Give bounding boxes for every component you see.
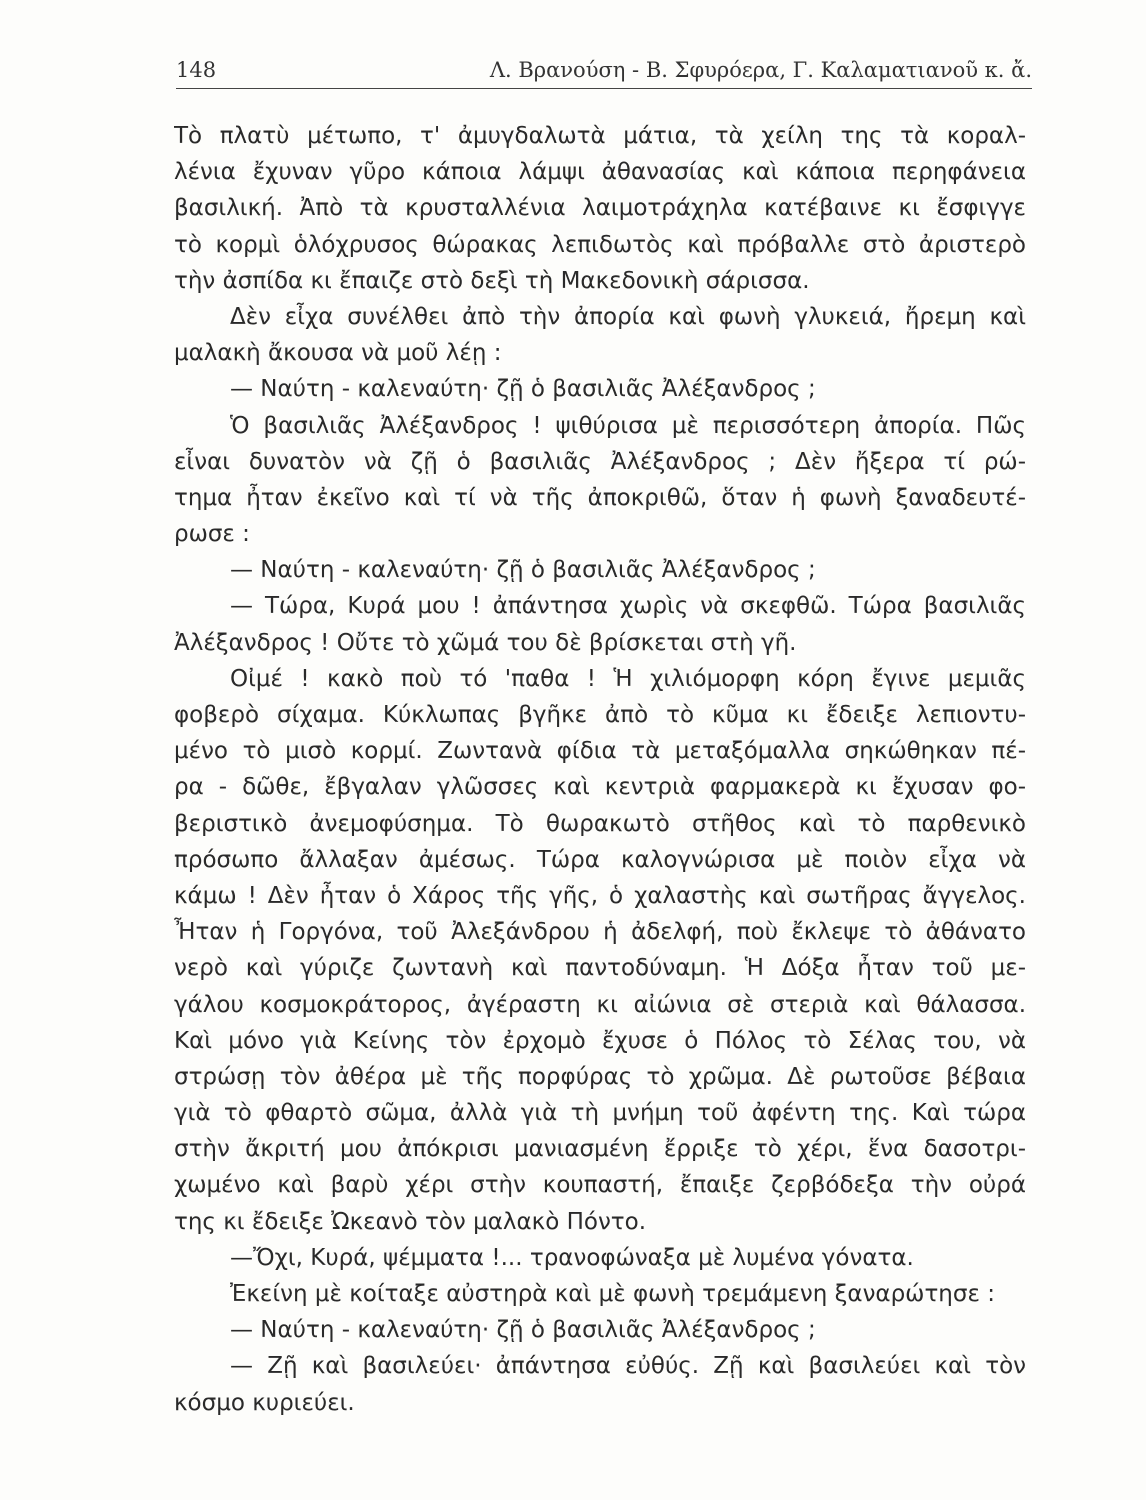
text-line: μένο τὸ μισὸ κορμί. Ζωντανὰ φίδια τὰ μεταξόμαλλα σηκώθηκαν πέ- [174,738,1026,765]
text-line: — Ναύτη - καλεναύτη· ζῇ ὁ βασιλιᾶς Ἀλέξανδρος ; [230,557,816,584]
text-line: Τὸ πλατὺ μέτωπο, τ' ἀμυγδαλωτὰ μάτια, τὰ χείλη της τὰ κοραλ- [174,123,1026,149]
text-line: βεριστικὸ ἀνεμοφύσημα. Τὸ θωρακωτὸ στῆθος καὶ τὸ παρθενικὸ [174,810,1026,837]
text-line: Καὶ μόνο γιὰ Κείνης τὸν ἐρχομὸ ἔχυσε ὁ Πόλος τὸ Σέλας του, νὰ [174,1027,1026,1054]
text-line: πρόσωπο ἄλλαξαν ἀμέσως. Τώρα καλογνώρισα μὲ ποιὸν εἶχα νὰ [174,846,1026,873]
text-line: ρα - δῶθε, ἔβγαλαν γλῶσσες καὶ κεντριὰ φαρμακερὰ κι ἔχυσαν φο- [174,774,1026,801]
text-line: φοβερὸ σίχαμα. Κύκλωπας βγῆκε ἀπὸ τὸ κῦμα κι ἔδειξε λεπιοντυ- [174,702,1026,728]
text-line: τημα ἦταν ἐκεῖνο καὶ τί νὰ τῆς ἀποκριθῶ, ὅταν ἡ φωνὴ ξαναδευτέ- [174,484,1026,511]
text-line: νερὸ καὶ γύριζε ζωντανὴ καὶ παντοδύναμη. Ἡ Δόξα ἦταν τοῦ με- [174,955,1026,982]
body-text [174,118,1026,1421]
running-head: Λ. Βρανούση - Β. Σφυρόερα, Γ. Καλαματιανοῦ κ. ἄ. [489,58,1032,82]
text-line: Ὁ βασιλιᾶς Ἀλέξανδρος ! ψιθύρισα μὲ περισσότερη ἀπορία. Πῶς [230,412,1026,439]
text-line: — Τώρα, Κυρά μου ! ἀπάντησα χωρὶς νὰ σκεφθῶ. Τώρα βασιλιᾶς [230,593,1026,620]
text-line: βασιλική. Ἀπὸ τὰ κρυσταλλένια λαιμοτράχηλα κατέβαινε κι ἔσφιγγε [174,195,1026,222]
text-line: Ἀλέξανδρος ! Οὔτε τὸ χῶμά του δὲ βρίσκεται στὴ γῆ. [174,629,797,656]
text-line: γάλου κοσμοκράτορος, ἀγέραστη κι αἰώνια σὲ στεριὰ καὶ θάλασσα. [174,991,1026,1018]
text-line: στρώσῃ τὸν ἀθέρα μὲ τῆς πορφύρας τὸ χρῶμα. Δὲ ρωτοῦσε βέβαια [174,1063,1026,1090]
text-line: εἶναι δυνατὸν νὰ ζῇ ὁ βασιλιᾶς Ἀλέξανδρος ; Δὲν ἤξερα τί ρώ- [174,448,1026,475]
text-line: — Ναύτη - καλεναύτη· ζῇ ὁ βασιλιᾶς Ἀλέξανδρος ; [230,1317,816,1344]
text-line: —Ὄχι, Κυρά, ψέμματα !... τρανοφώναξα μὲ λυμένα γόνατα. [230,1244,914,1271]
text-line: Οἰμέ ! κακὸ ποὺ τό 'παθα ! Ἡ χιλιόμορφη κόρη ἔγινε μεμιᾶς [230,665,1026,692]
text-line: ρωσε : [174,521,250,548]
text-line: τὴν ἀσπίδα κι ἔπαιζε στὸ δεξὶ τὴ Μακεδονικὴ σάρισσα. [174,267,810,294]
text-line: της κι ἔδειξε Ὠκεανὸ τὸν μαλακὸ Πόντο. [174,1208,647,1235]
page-header [176,48,1032,89]
text-line: γιὰ τὸ φθαρτὸ σῶμα, ἀλλὰ γιὰ τὴ μνήμη τοῦ ἀφέντη της. Καὶ τώρα [174,1100,1026,1127]
text-line: Ἐκείνη μὲ κοίταξε αὐστηρὰ καὶ μὲ φωνὴ τρεμάμενη ξαναρώτησε : [230,1281,995,1307]
text-line: χωμένο καὶ βαρὺ χέρι στὴν κουπαστή, ἔπαιξε ζερβόδεξα τὴν οὐρά [174,1172,1026,1199]
text-line: Ἦταν ἡ Γοργόνα, τοῦ Ἀλεξάνδρου ἡ ἀδελφή, ποὺ ἔκλεψε τὸ ἀθάνατο [174,919,1026,946]
text-line: κάμω ! Δὲν ἦταν ὁ Χάρος τῆς γῆς, ὁ χαλαστὴς καὶ σωτῆρας ἄγγελος. [174,882,1026,909]
text-line: — Ναύτη - καλεναύτη· ζῇ ὁ βασιλιᾶς Ἀλέξανδρος ; [230,376,816,403]
text-line: λένια ἔχυναν γῦρο κάποια λάμψι ἀθανασίας καὶ κάποια περηφάνεια [174,159,1026,186]
text-line: — Ζῇ καὶ βασιλεύει· ἀπάντησα εὐθύς. Ζῇ καὶ βασιλεύει καὶ τὸν [230,1353,1026,1380]
text-line: Δὲν εἶχα συνέλθει ἀπὸ τὴν ἀπορία καὶ φωνὴ γλυκειά, ἤρεμη καὶ [230,303,1026,330]
page-number: 148 [176,58,217,82]
text-line: κόσμο κυριεύει. [174,1389,355,1416]
text-line: στὴν ἄκριτή μου ἀπόκρισι μανιασμένη ἔρριξε τὸ χέρι, ἕνα δασοτρι- [174,1136,1026,1163]
text-line: μαλακὴ ἄκουσα νὰ μοῦ λέῃ : [174,340,502,367]
text-line: τὸ κορμὶ ὁλόχρυσος θώρακας λεπιδωτὸς καὶ πρόβαλλε στὸ ἀριστερὸ [174,231,1026,258]
